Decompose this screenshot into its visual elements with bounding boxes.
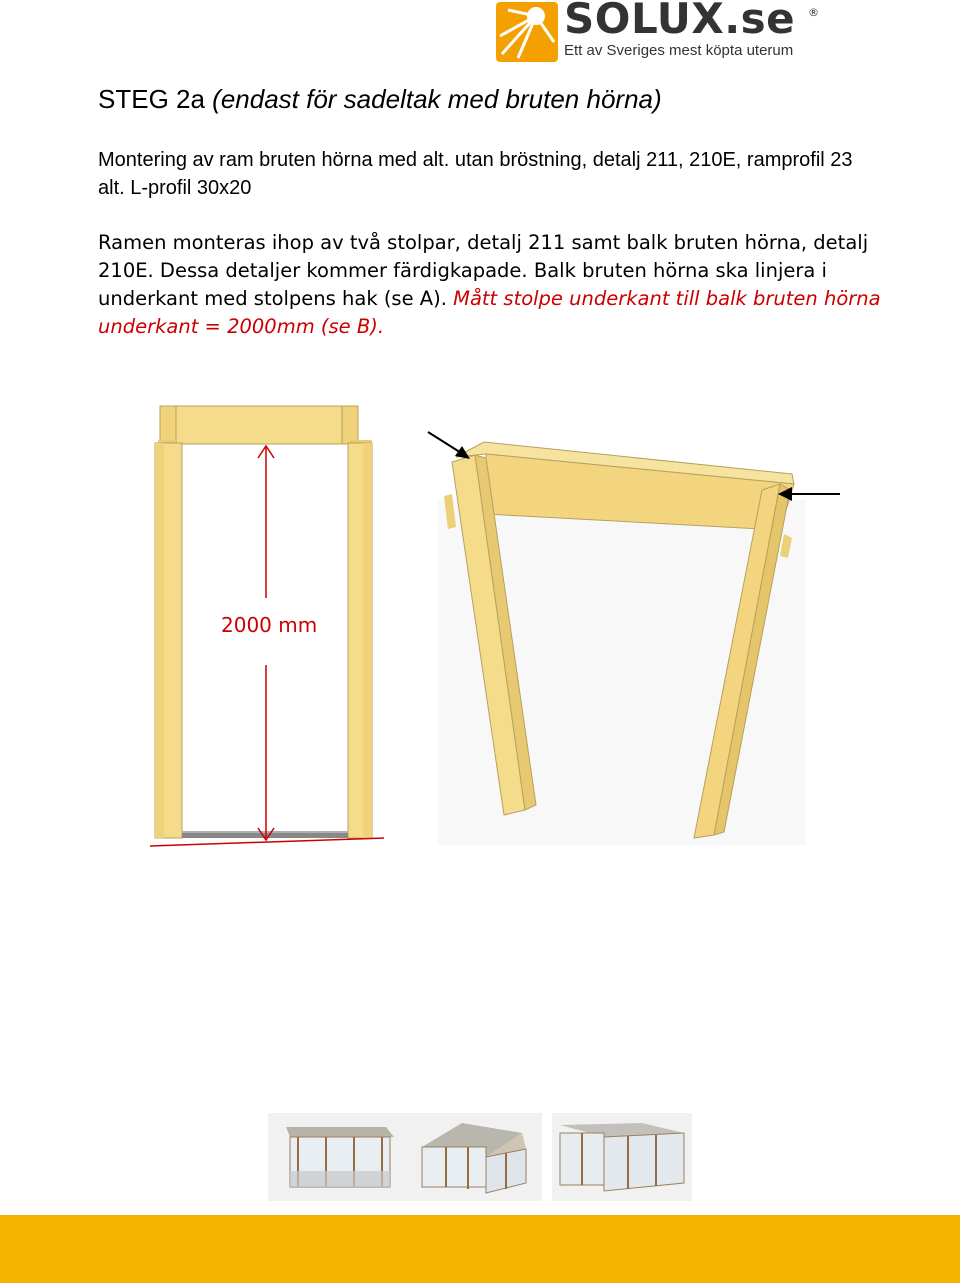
page-title xyxy=(98,84,662,115)
registered-mark: ® xyxy=(808,6,819,19)
measurement-label: 2000 mm xyxy=(221,613,318,637)
logo-brand-text: SOLUX.se xyxy=(564,0,796,43)
logo-tagline: Ett av Sveriges mest köpta uterum xyxy=(564,42,794,59)
subheading: Montering av ram bruten hörna med alt. utan bröstning, detalj 211, 210E, ramprofil 23 alt. L-profil 30x20 xyxy=(98,149,853,199)
footer-bar xyxy=(0,1215,960,1283)
step-label: STEG 2a xyxy=(98,84,205,114)
assembly-diagram xyxy=(0,390,960,860)
thumbnail-gable-roof xyxy=(402,1113,542,1201)
thumbnail-wide xyxy=(552,1113,692,1201)
instructions-text: Ramen monteras ihop av två stolpar, detalj 211 samt balk bruten hörna, detalj 210E. Dessa detaljer kommer färdigkapade. Balk bruten hörna ska linjera i underkant med stolpens hak (se A). xyxy=(98,231,869,310)
perspective-frame xyxy=(428,432,840,845)
sunroom-wide-icon xyxy=(552,1113,692,1201)
thumbnail-flat-roof xyxy=(268,1113,408,1201)
instructions xyxy=(98,229,898,341)
sunroom-gable-roof-icon xyxy=(402,1113,542,1201)
sun-logo-icon xyxy=(496,2,558,62)
sunroom-flat-roof-icon xyxy=(268,1113,408,1201)
measurement-note: Mått stolpe underkant till balk bruten hörna underkant = 2000mm (se B). xyxy=(98,287,881,338)
solux-logo[interactable] xyxy=(496,2,826,64)
step-note: (endast för sadeltak med bruten hörna) xyxy=(212,84,662,114)
